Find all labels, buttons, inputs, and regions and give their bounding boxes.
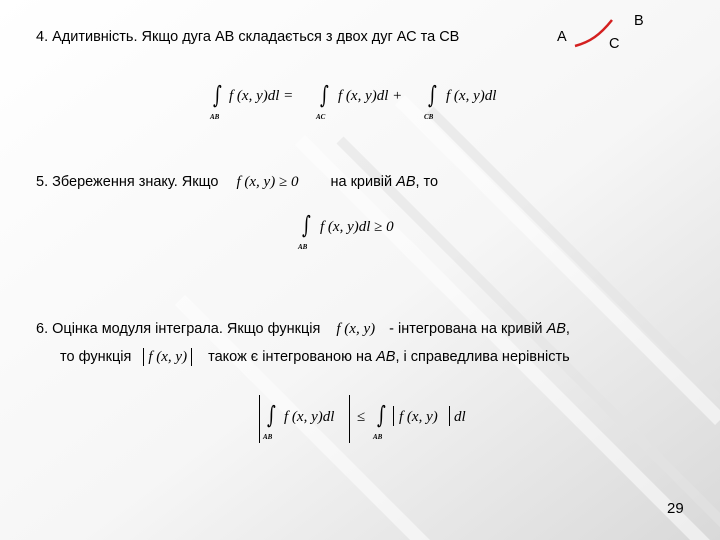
item6-line1-b: - інтегрована на кривій AB, xyxy=(389,321,570,337)
relation-le: ≤ xyxy=(357,409,366,425)
item4-text: 4. Адитивність. Якщо дуга АВ складається з двох дуг АС та СВ xyxy=(36,29,460,45)
integral-sign-ab-2: ∫ xyxy=(302,211,311,239)
item5-line xyxy=(36,175,438,190)
term-rhs-dl: dl xyxy=(454,409,466,425)
term-rhs: f (x, y) xyxy=(399,409,438,425)
item6-line1 xyxy=(36,322,570,337)
item6-line1-fn: f (x, y) xyxy=(336,321,376,337)
subscript-ab-2: AB xyxy=(298,243,308,251)
item6-line2 xyxy=(60,348,570,366)
arc-label-a: A xyxy=(557,29,567,45)
term-ab-2: f (x, y)dl ≥ 0 xyxy=(320,219,394,235)
subscript-ac: AC xyxy=(316,113,326,121)
integral-sign-cb: ∫ xyxy=(428,81,437,109)
integral-sign-ab-4: ∫ xyxy=(377,401,386,429)
page-number: 29 xyxy=(667,500,684,517)
abs-bar-inner-left xyxy=(393,406,394,426)
item6-line2-b: також є інтегрованою на AB, і справедлива нерівність xyxy=(208,348,570,365)
item6-line1-a: 6. Оцінка модуля інтеграла. Якщо функція xyxy=(36,321,321,337)
subscript-ab-4: AB xyxy=(373,433,383,441)
subscript-ab-3: AB xyxy=(263,433,273,441)
subscript-cb: CB xyxy=(424,113,434,121)
subscript-ab: AB xyxy=(210,113,220,121)
term-ac: f (x, y)dl + xyxy=(338,88,403,104)
abs-bar-inner-right xyxy=(449,406,450,426)
abs-bar-left xyxy=(259,395,260,443)
item5-condition: f (x, y) ≥ 0 xyxy=(236,174,299,190)
abs-bar-right xyxy=(349,395,350,443)
item5-text-after: на кривій AB, то xyxy=(330,174,439,190)
arc-label-c: C xyxy=(609,36,620,52)
integral-sign-ab: ∫ xyxy=(213,81,222,109)
item6-line2-abs: f (x, y) xyxy=(143,348,192,366)
item6-line2-a: то функція xyxy=(60,348,132,365)
item5-text-before: 5. Збереження знаку. Якщо xyxy=(36,174,219,190)
arc-label-b: B xyxy=(634,13,644,29)
term-cb: f (x, y)dl xyxy=(446,88,497,104)
integral-sign-ac: ∫ xyxy=(320,81,329,109)
integral-sign-ab-3: ∫ xyxy=(267,401,276,429)
term-lhs: f (x, y)dl xyxy=(284,409,335,425)
term-ab: f (x, y)dl = xyxy=(229,88,294,104)
